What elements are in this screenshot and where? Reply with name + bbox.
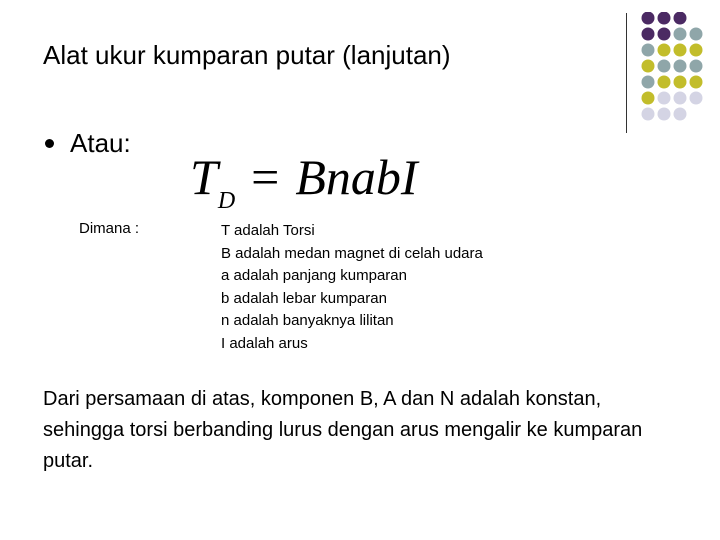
decorative-dot bbox=[642, 76, 655, 89]
decorative-dot bbox=[658, 44, 671, 57]
decorative-dot bbox=[642, 108, 655, 121]
definition-item: a adalah panjang kumparan bbox=[221, 267, 407, 284]
decorative-dot bbox=[674, 28, 687, 41]
definition-list bbox=[221, 220, 483, 355]
decorative-dot bbox=[674, 44, 687, 57]
bullet-icon bbox=[45, 139, 54, 148]
decorative-dot-grid bbox=[640, 12, 720, 142]
decorative-dot bbox=[642, 28, 655, 41]
decorative-dot bbox=[642, 12, 655, 25]
definition-item: B adalah medan magnet di celah udara bbox=[221, 244, 483, 262]
dimana-label: Dimana : bbox=[79, 220, 140, 237]
definition-item: I adalah arus bbox=[221, 334, 308, 352]
bullet-text: Atau: bbox=[70, 128, 131, 158]
decorative-dot bbox=[690, 76, 703, 89]
decorative-dot bbox=[642, 60, 655, 73]
conclusion-paragraph: Dari persamaan di atas, komponen B, A dan N adalah konstan, sehingga torsi berbanding lurus dengan arus mengalir ke kumparan putar. bbox=[43, 388, 643, 472]
decorative-dot bbox=[674, 60, 687, 73]
decorative-dot bbox=[690, 44, 703, 57]
decorative-dot bbox=[658, 12, 671, 25]
decorative-dot bbox=[674, 92, 687, 105]
formula-rhs: BnabI bbox=[295, 149, 418, 205]
formula-lhs-subscript: D bbox=[217, 188, 236, 214]
decorative-dot bbox=[658, 76, 671, 89]
decorative-dot bbox=[642, 92, 655, 105]
decorative-dot bbox=[690, 60, 703, 73]
definition-item: T adalah Torsi bbox=[221, 222, 315, 239]
decorative-dot bbox=[690, 28, 703, 41]
decorative-dot bbox=[658, 28, 671, 41]
decorative-dot bbox=[674, 108, 687, 121]
formula-lhs: T bbox=[190, 149, 218, 205]
decorative-dot bbox=[690, 92, 703, 105]
decorative-dot bbox=[658, 92, 671, 105]
decorative-dot bbox=[674, 12, 687, 25]
decorative-dot bbox=[674, 76, 687, 89]
decorative-dot bbox=[658, 60, 671, 73]
decorative-dot bbox=[658, 108, 671, 121]
definition-item: n adalah banyaknya lilitan bbox=[221, 312, 394, 329]
formula-equals: = bbox=[251, 149, 280, 205]
decorative-divider bbox=[626, 13, 627, 133]
decorative-dot bbox=[642, 44, 655, 57]
definition-item: b adalah lebar kumparan bbox=[221, 289, 387, 307]
slide-title: Alat ukur kumparan putar (lanjutan) bbox=[43, 40, 451, 70]
torque-formula bbox=[190, 148, 418, 214]
